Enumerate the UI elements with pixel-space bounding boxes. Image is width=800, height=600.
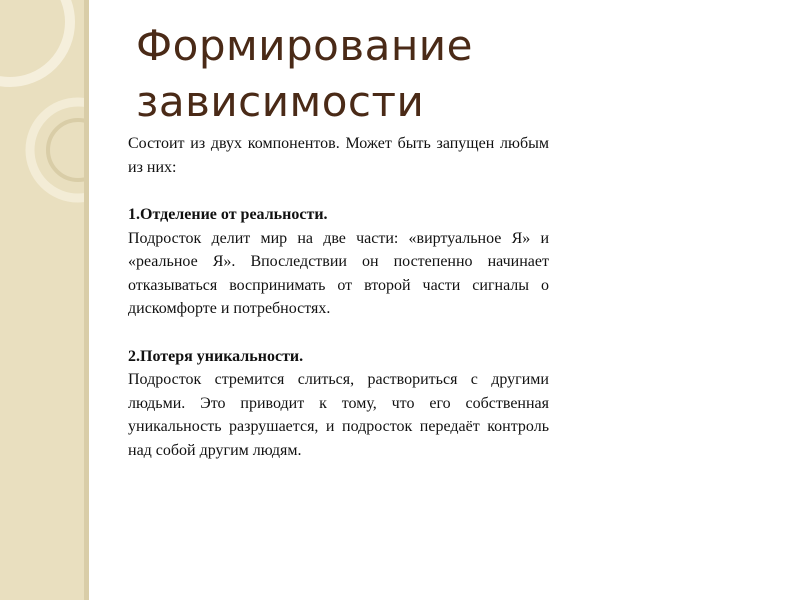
- title-line-2: зависимости: [136, 77, 425, 126]
- section-1-text: Подросток делит мир на две части: «виртуальное Я» и «реальное Я». Впоследствии он постепенно начинает отказываться воспринимать от второй части сигналы о дискомфорте и потребностях.: [128, 229, 549, 317]
- section-2-heading: 2.Потеря уникальности.: [128, 347, 304, 365]
- spacer: [128, 179, 549, 203]
- decorative-rings-icon: [0, 0, 84, 600]
- slide-body: [128, 132, 549, 462]
- spacer: [128, 321, 549, 345]
- side-band-edge: [84, 0, 89, 600]
- slide-title: [136, 18, 736, 130]
- title-line-1: Формирование: [136, 21, 473, 70]
- decorative-side-band: [0, 0, 84, 600]
- section-1-heading: 1.Отделение от реальности.: [128, 206, 328, 223]
- section-2-text: Подросток стремится слиться, раствориться с другими людьми. Это приводит к тому, что его собственная уникальность разрушается, и подросток передаёт контроль над собой другим людям.: [128, 371, 549, 459]
- intro-paragraph: Состоит из двух компонентов. Может быть запущен любым из них:: [128, 135, 549, 176]
